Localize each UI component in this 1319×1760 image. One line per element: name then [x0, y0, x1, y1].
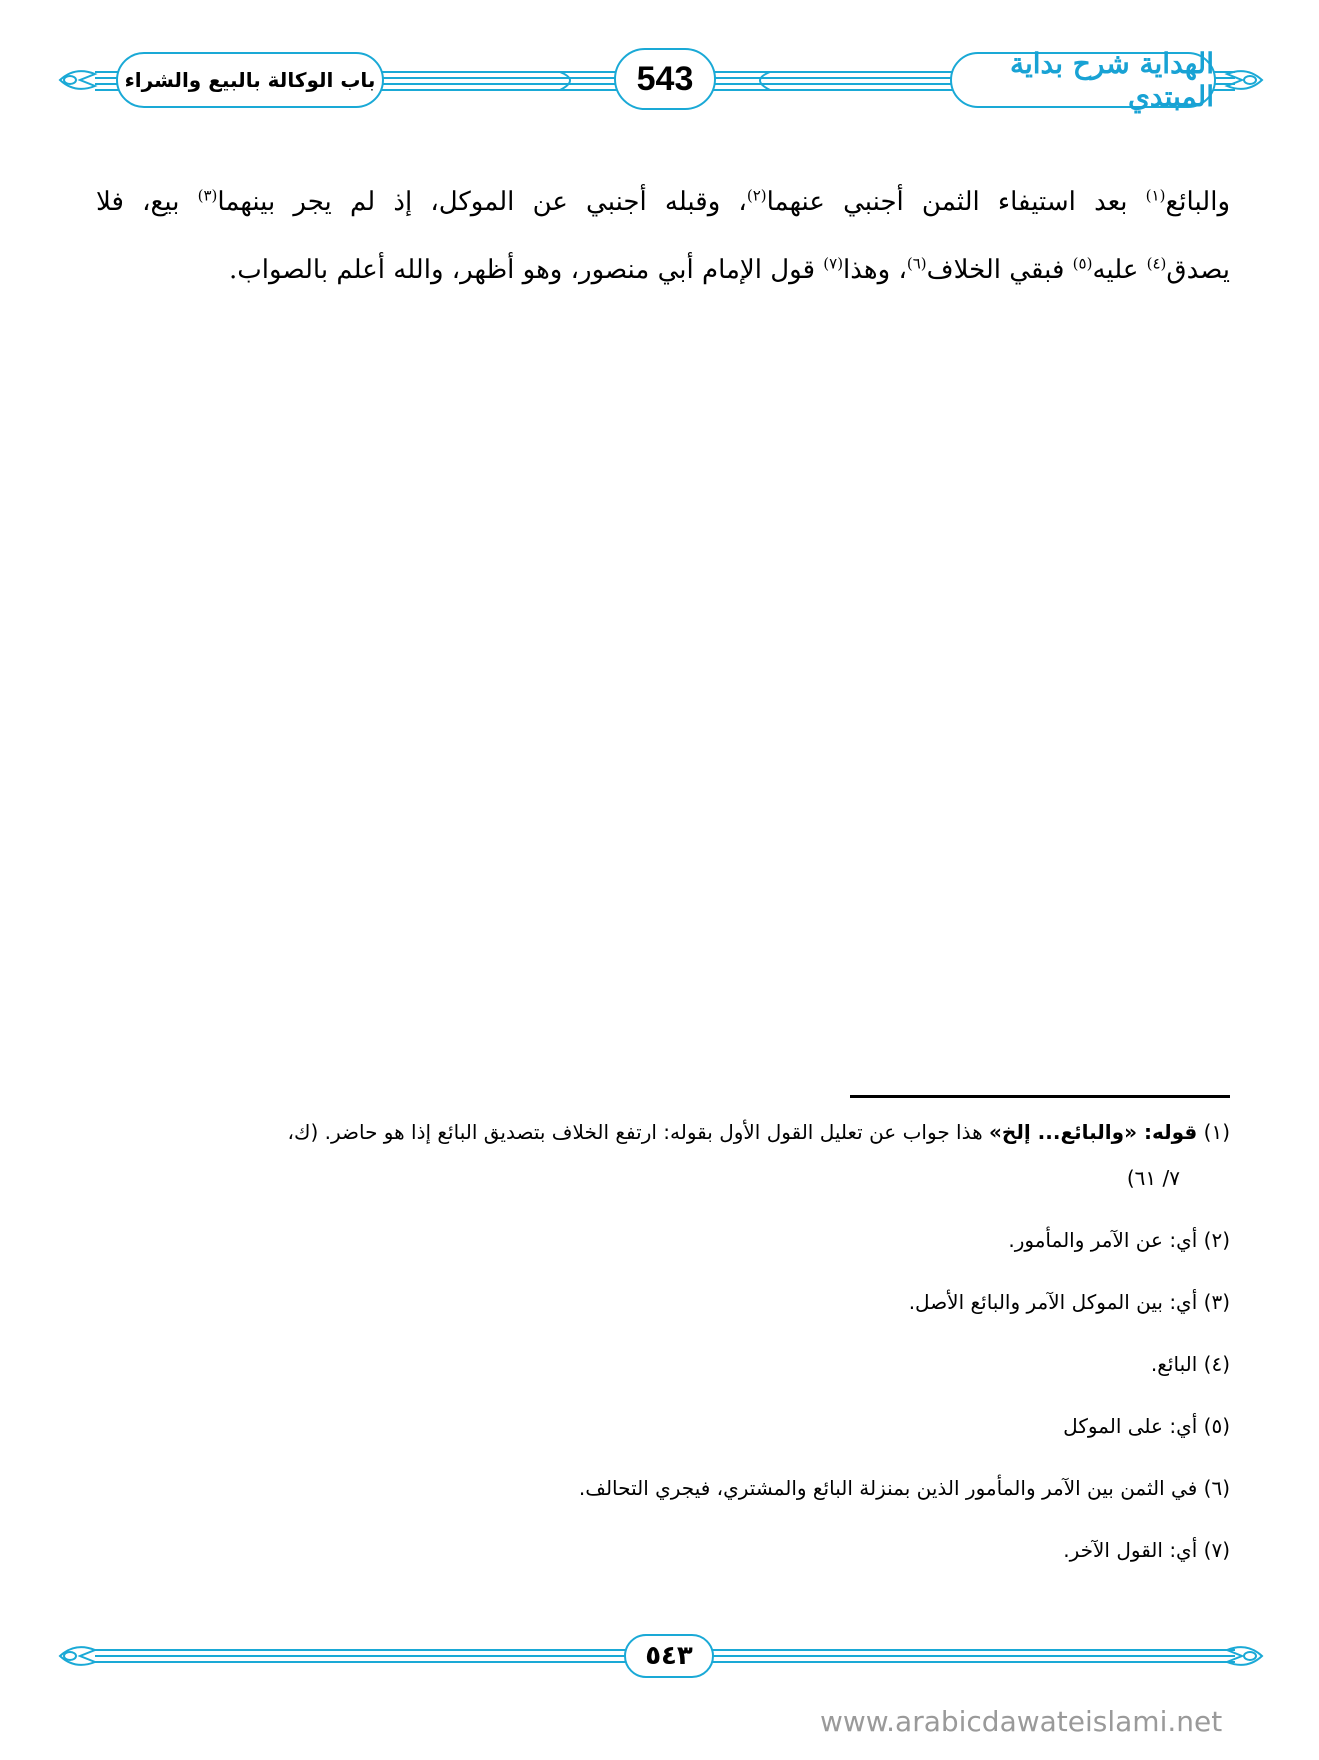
footnote-reference: (٦): [906, 254, 927, 273]
main-text-segment: بيع، فلا: [96, 187, 198, 217]
page-header: [0, 0, 1319, 160]
footnote-reference: (١): [1145, 186, 1166, 205]
main-text-segment: فبقي الخلاف: [926, 255, 1073, 285]
footnote-2: (٢) أي: عن الآمر والمأمور.: [1008, 1228, 1230, 1252]
footer-page-number: ٥٤٣: [624, 1634, 714, 1678]
main-text-line: [96, 236, 1230, 304]
page-number: 543: [614, 48, 716, 110]
footnote-4: (٤) البائع.: [1150, 1352, 1230, 1376]
footnotes: [90, 1116, 1230, 1596]
main-text-segment: ، وقبله أجنبي عن الموكل، إذ لم يجر بينهما: [217, 187, 747, 217]
footnote-reference: (٣): [197, 186, 218, 205]
main-text-segment: عليه: [1092, 255, 1147, 285]
footnote-1-lemma: قوله: «والبائع... إلخ»: [989, 1120, 1198, 1144]
footnote-reference: (٤): [1146, 254, 1167, 273]
main-text-line: [96, 168, 1230, 236]
footnote-7: (٧) أي: القول الآخر.: [1063, 1538, 1230, 1562]
watermark: www.arabicdawateislami.net: [820, 1705, 1223, 1738]
chapter-title: باب الوكالة بالبيع والشراء: [116, 52, 384, 108]
footnote-1: [90, 1116, 1230, 1162]
footnote-1-number: (١): [1203, 1120, 1230, 1144]
footnote-6: (٦) في الثمن بين الآمر والمأمور الذين بمنزلة البائع والمشتري، فيجري التحالف.: [578, 1476, 1230, 1500]
main-text: [96, 168, 1230, 304]
footnote-1-text: هذا جواب عن تعليل القول الأول بقوله: ارتفع الخلاف بتصديق البائع إذا هو حاضر. (ك،: [287, 1120, 983, 1144]
footnote-3: (٣) أي: بين الموكل الآمر والبائع الأصل.: [908, 1290, 1230, 1314]
main-text-segment: يصدق: [1166, 255, 1230, 285]
main-text-segment: قول الإمام أبي منصور، وهو أظهر، والله أعلم بالصواب.: [229, 255, 824, 285]
main-text-segment: والبائع: [1165, 187, 1230, 217]
main-text-segment: بعد استيفاء الثمن أجنبي عنهما: [766, 187, 1146, 217]
footnote-reference: (٧): [823, 254, 844, 273]
footnote-1-continuation: ٧/ ٦١): [1126, 1166, 1180, 1190]
footnote-reference: (٢): [746, 186, 767, 205]
book-title: الهداية شرح بداية المبتدي: [950, 52, 1216, 108]
main-text-segment: ، وهذا: [843, 255, 907, 285]
footnote-separator: [850, 1095, 1230, 1098]
footnote-reference: (٥): [1072, 254, 1093, 273]
footnote-5: (٥) أي: على الموكل: [1063, 1414, 1230, 1438]
